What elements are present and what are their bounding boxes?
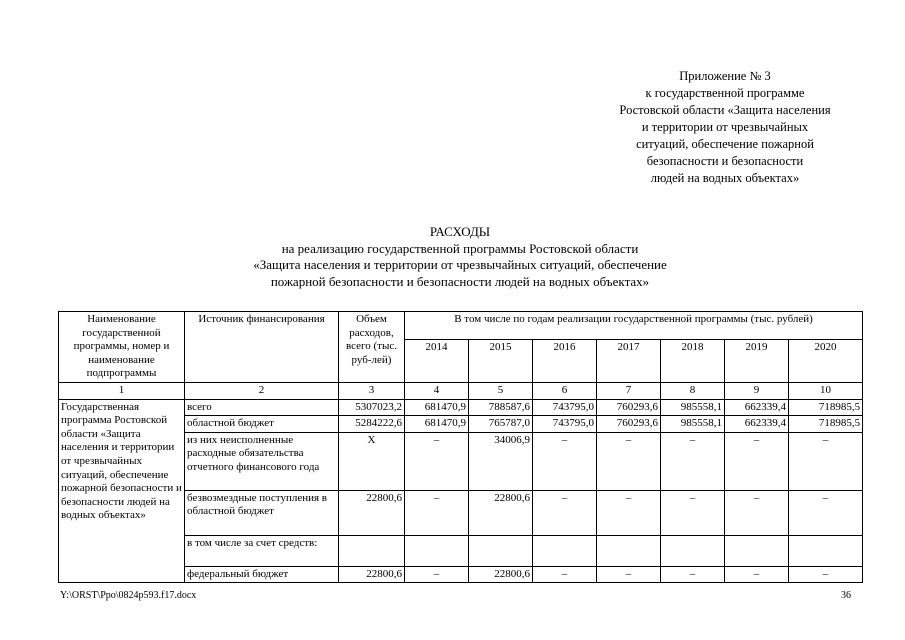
year-value: – [725, 432, 789, 490]
col-number: 2 [185, 382, 339, 399]
year-value [533, 535, 597, 566]
year-value: 22800,6 [469, 566, 533, 583]
year-value: – [789, 490, 863, 535]
header-year: 2017 [597, 339, 661, 382]
year-value: 662339,4 [725, 416, 789, 433]
year-value: – [405, 490, 469, 535]
year-value: 718985,5 [789, 416, 863, 433]
program-name: Государственная программа Ростовской области «Защита населения и территории от чрезвычайных ситуаций, обеспечение пожарной безопасности и безопасности людей на водных объектах» [59, 399, 185, 583]
total-cell: 22800,6 [339, 566, 405, 583]
year-value: – [405, 566, 469, 583]
year-value [405, 535, 469, 566]
table-row [59, 399, 863, 416]
appendix-line: ситуаций, обеспечение пожарной [636, 137, 814, 151]
year-value: 718985,5 [789, 399, 863, 416]
year-value: – [533, 432, 597, 490]
col-number: 3 [339, 382, 405, 399]
appendix-block [590, 68, 860, 187]
year-value: 788587,6 [469, 399, 533, 416]
col-number: 4 [405, 382, 469, 399]
year-value: 765787,0 [469, 416, 533, 433]
col-number: 1 [59, 382, 185, 399]
header-year: 2018 [661, 339, 725, 382]
year-value [725, 535, 789, 566]
column-number-row [59, 382, 863, 399]
header-year: 2015 [469, 339, 533, 382]
header-volume: Объем расходов, всего (тыс. руб-лей) [339, 312, 405, 383]
year-value: – [597, 566, 661, 583]
source-cell: из них неисполненные расходные обязательства отчетного финансового года [185, 432, 339, 490]
header-name: Наименование государственной программы, номер и наименование подпрограммы [59, 312, 185, 383]
year-value: – [661, 566, 725, 583]
total-cell: 5307023,2 [339, 399, 405, 416]
header-source: Источник финансирования [185, 312, 339, 383]
year-value [661, 535, 725, 566]
col-number: 7 [597, 382, 661, 399]
year-value: – [405, 432, 469, 490]
col-number: 6 [533, 382, 597, 399]
appendix-line: людей на водных объектах» [650, 171, 800, 185]
total-cell: 22800,6 [339, 490, 405, 535]
year-value: 22800,6 [469, 490, 533, 535]
title-line: на реализацию государственной программы Ростовской области [281, 240, 639, 256]
year-value: 985558,1 [661, 399, 725, 416]
header-year: 2020 [789, 339, 863, 382]
header-year: 2019 [725, 339, 789, 382]
header-year: 2016 [533, 339, 597, 382]
col-number: 5 [469, 382, 533, 399]
col-number: 8 [661, 382, 725, 399]
year-value [469, 535, 533, 566]
year-value: 34006,9 [469, 432, 533, 490]
year-value: – [661, 432, 725, 490]
year-value [597, 535, 661, 566]
year-value: – [661, 490, 725, 535]
total-cell: 5284222,6 [339, 416, 405, 433]
year-value: – [725, 490, 789, 535]
year-value: 743795,0 [533, 416, 597, 433]
header-row [59, 312, 863, 340]
title-line: «Защита населения и территории от чрезвычайных ситуаций, обеспечение [253, 257, 667, 272]
year-value: 760293,6 [597, 416, 661, 433]
year-value: – [597, 490, 661, 535]
footer-file-path: Y:\ORST\Ppo\0824p593.f17.docx [60, 590, 197, 601]
year-value: 743795,0 [533, 399, 597, 416]
header-year: 2014 [405, 339, 469, 382]
year-value: 985558,1 [661, 416, 725, 433]
year-value: 760293,6 [597, 399, 661, 416]
year-value: 662339,4 [725, 399, 789, 416]
year-value: – [789, 432, 863, 490]
col-number: 9 [725, 382, 789, 399]
year-value: 681470,9 [405, 399, 469, 416]
col-number: 10 [789, 382, 863, 399]
appendix-line: Ростовской области «Защита населения [619, 103, 831, 117]
total-cell: X [339, 432, 405, 490]
year-value [789, 535, 863, 566]
source-cell: безвозмездные поступления в областной бюджет [185, 490, 339, 535]
appendix-line: безопасности и безопасности [646, 154, 804, 168]
total-cell [339, 535, 405, 566]
document-title [150, 224, 770, 290]
appendix-line: к государственной программе [645, 86, 805, 100]
appendix-line: и территории от чрезвычайных [641, 120, 809, 134]
year-value: – [597, 432, 661, 490]
year-value: – [533, 566, 597, 583]
year-value: – [725, 566, 789, 583]
source-cell: федеральный бюджет [185, 566, 339, 583]
title-line: пожарной безопасности и безопасности людей на водных объектах» [270, 273, 650, 289]
source-cell: в том числе за счет средств: [185, 535, 339, 566]
year-value: 681470,9 [405, 416, 469, 433]
year-value: – [533, 490, 597, 535]
source-cell: областной бюджет [185, 416, 339, 433]
source-cell: всего [185, 399, 339, 416]
expenses-table [58, 311, 863, 583]
title-heading: РАСХОДЫ [429, 224, 491, 239]
header-years-group: В том числе по годам реализации государственной программы (тыс. рублей) [405, 312, 863, 340]
footer-page-number: 36 [841, 590, 851, 601]
year-value: – [789, 566, 863, 583]
appendix-line: Приложение № 3 [679, 69, 771, 83]
